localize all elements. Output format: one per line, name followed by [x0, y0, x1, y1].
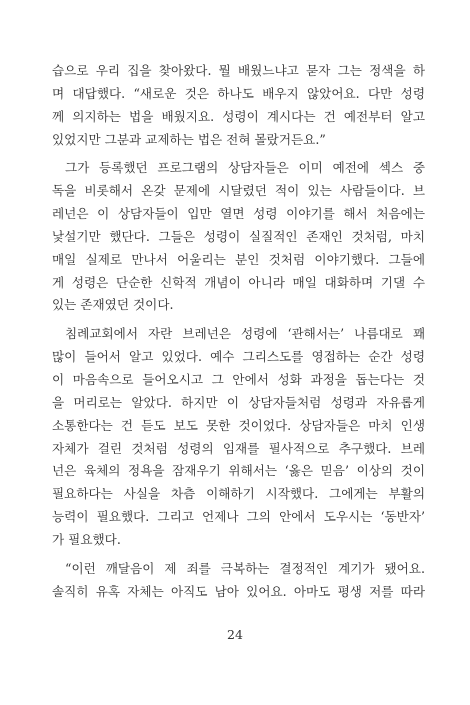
- text-line: 있었지만 그분과 교제하는 법은 전혀 몰랐거든요.”: [52, 131, 326, 147]
- paragraph: [52, 60, 425, 151]
- paragraph: [52, 558, 425, 604]
- text-line: “이런 깨달음이 제 죄를 극복하는 결정적인 계기가 됐어요.: [65, 560, 425, 576]
- text-line: 솔직히 유혹 자체는 아직도 남아 있어요. 아마도 평생 저를 따라: [52, 583, 425, 599]
- body-text: [52, 60, 425, 603]
- text-line: 낯설기만 했단다. 그들은 성령이 실질적인 존재인 것처럼, 마치: [52, 228, 425, 244]
- text-line: 이 마음속으로 들어오시고 그 안에서 성화 과정을 돕는다는 것: [52, 371, 425, 387]
- page-number: 24: [227, 627, 243, 642]
- text-line: 있는 존재였던 것이다.: [52, 297, 174, 313]
- text-line: 며 대답했다. “새로운 것은 하나도 배우지 않았어요. 다만 성령: [52, 85, 425, 101]
- text-line: 그가 등록했던 프로그램의 상담자들은 이미 예전에 섹스 중: [65, 160, 425, 176]
- text-line: 독을 비롯해서 온갖 문제에 시달렸던 적이 있는 사람들이다. 브: [52, 183, 425, 199]
- text-line: 넌은 육체의 정욕을 잠재우기 위해서는 ‘옳은 믿음’ 이상의 것이: [52, 463, 425, 479]
- text-line: 침례교회에서 자란 브레넌은 성령에 ‘관해서는’ 나름대로 꽤: [65, 326, 425, 342]
- text-line: 습으로 우리 집을 찾아왔다. 뭘 배웠느냐고 묻자 그는 정색을 하: [52, 63, 425, 78]
- paragraph: [52, 157, 425, 317]
- text-line: 레넌은 이 상담자들이 입만 열면 성령 이야기를 해서 처음에는: [52, 206, 425, 222]
- text-line: 매일 실제로 만나서 어울리는 분인 것처럼 이야기했다. 그들에: [52, 251, 425, 267]
- text-line: 을 머리로는 알았다. 하지만 이 상담자들처럼 성령과 자유롭게: [52, 394, 425, 410]
- text-line: 가 필요했다.: [52, 531, 121, 547]
- text-line: 필요하다는 사실을 차츰 이해하기 시작했다. 그에게는 부활의: [52, 486, 425, 502]
- text-line: 소통한다는 건 듣도 보도 못한 것이었다. 상담자들은 마치 인생: [52, 417, 425, 433]
- text-line: 자체가 걸린 것처럼 성령의 임재를 필사적으로 추구했다. 브레: [52, 440, 425, 456]
- paragraph: [52, 323, 425, 551]
- text-line: 능력이 필요했다. 그리고 언제나 그의 안에서 도우시는 ‘동반자’: [52, 509, 425, 525]
- text-line: 께 의지하는 법을 배웠지요. 성령이 계시다는 건 예전부터 알고: [52, 108, 425, 124]
- text-line: 게 성령은 단순한 신학적 개념이 아니라 매일 대화하며 기댈 수: [52, 274, 425, 290]
- text-line: 많이 들어서 알고 있었다. 예수 그리스도를 영접하는 순간 성령: [52, 349, 425, 365]
